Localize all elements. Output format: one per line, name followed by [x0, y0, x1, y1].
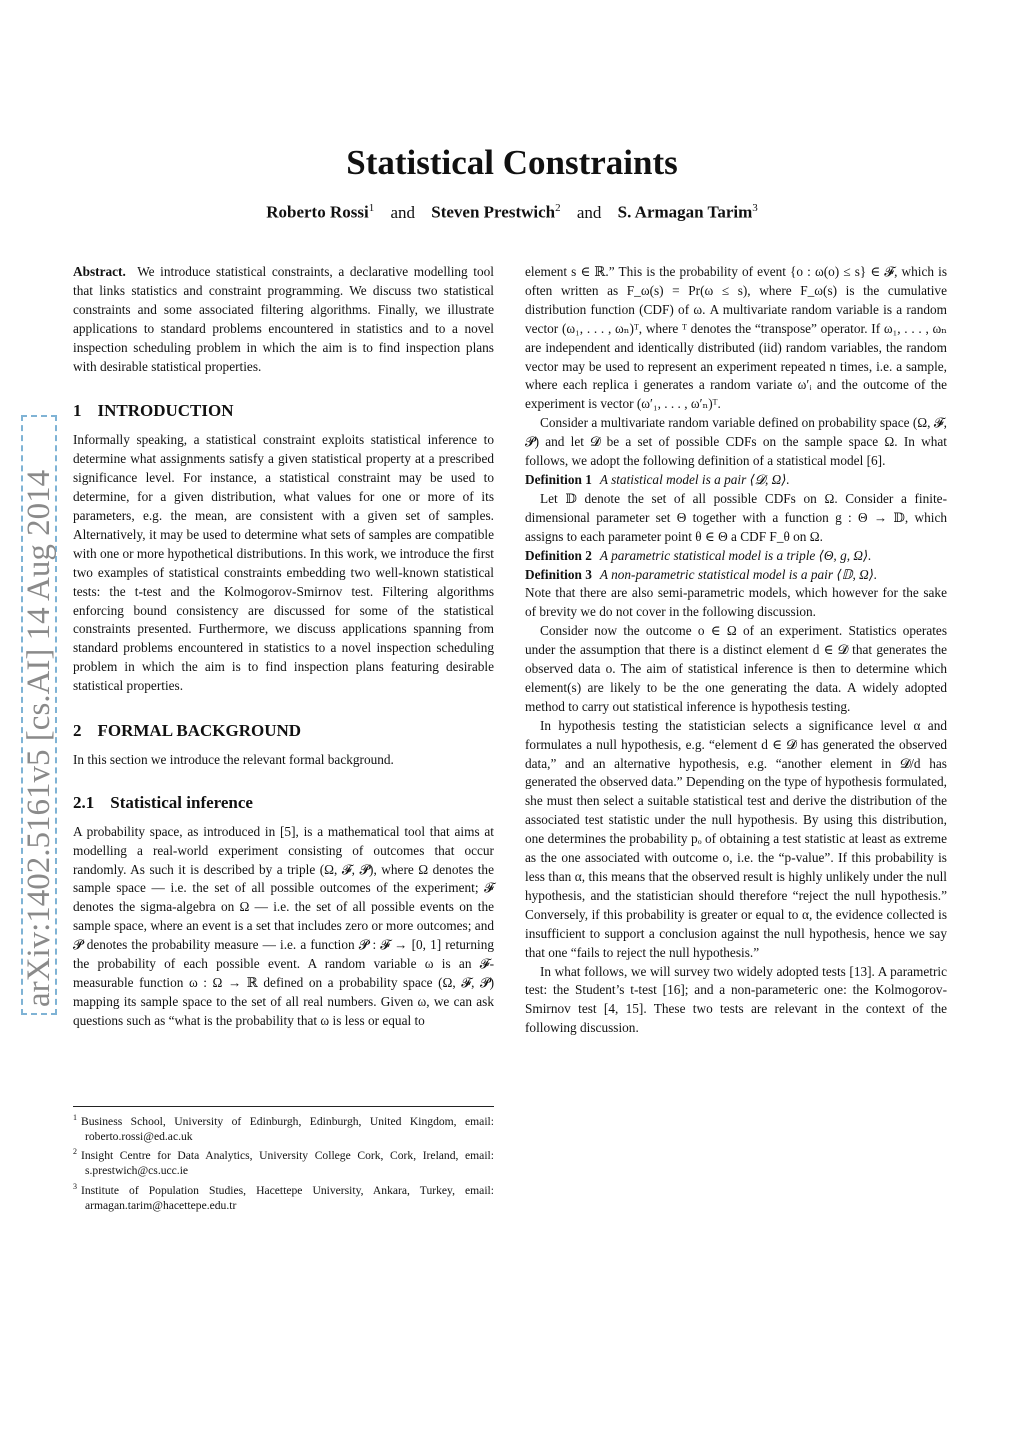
body-paragraph: In what follows, we will survey two widely adopted tests [13]. A parametric test: the Student’s t-test [16]; and a non-parameteric one: the Kolmogorov-Smirnov test [4, 15]. These two tests are relevant in the context of the following discussion.	[525, 963, 947, 1036]
definition-text: A parametric statistical model is a triple ⟨Θ, g, Ω⟩.	[599, 547, 872, 563]
definition-3	[525, 566, 947, 585]
section-title: FORMAL BACKGROUND	[97, 721, 302, 741]
definition-label: Definition 1	[525, 471, 592, 487]
introduction-paragraph: Informally speaking, a statistical constraint exploits statistical inference to determine what assignments satisfy a given statistical property at a prescribed significance level. For instance, a statistical constraint may be used to determine, for a given distribution, what values for one or more of its parameters, e.g. the mean, are consistent with a given set of samples. Alternatively, it may be used to determine what sets of samples are compatible with one or more hypothetical distributions. In this work, we introduce the first two examples of statistical constraints embedding two well-known statistical tests: the t-test and the Kolmogorov-Smirnov test. Filtering algorithms enforcing bound consistency are discussed for some of the statistical constraints presented. Furthermore, we discuss applications spanning from standard problems encountered in statistics to a novel inspection scheduling problem in which the aim is to find inspection plans featuring desirable statistical properties.	[73, 432, 494, 694]
footnotes	[73, 1106, 494, 1213]
definition-text: A non-parametric statistical model is a pair ⟨𝔻, Ω⟩.	[599, 566, 878, 582]
definition-2	[525, 547, 947, 566]
body-paragraph: Note that there are also semi-parametric models, which however for the sake of brevity we do not cover in the following discussion.	[525, 585, 947, 620]
footnote-text: Insight Centre for Data Analytics, University College Cork, Cork, Ireland, email: s.prestwich@cs.ucc.ie	[81, 1149, 494, 1178]
subsection-heading-statistical-inference	[73, 794, 494, 813]
author-separator: and	[390, 202, 415, 222]
subsection-title: Statistical inference	[110, 792, 253, 812]
footnote	[73, 1179, 494, 1213]
body-paragraph: Consider a multivariate random variable defined on probability space (Ω, 𝓕, 𝓟) and let 𝓓 be a set of possible CDFs on the sample space Ω. In what follows, we adopt the following definition of a statistical model [6].	[525, 415, 947, 469]
definition-1	[525, 471, 947, 490]
body-paragraph: Consider now the outcome o ∈ Ω of an experiment. Statistics operates under the assumption that there is a distinct element d ∈ 𝓓 that generates the observed data o. The aim of statistical inference is then to determine which element(s) are likely to be the one generating the data. A widely adopted method to carry out statistical inference is hypothesis testing.	[525, 623, 947, 714]
footnote-mark: 2	[73, 1147, 77, 1157]
definition-label: Definition 3	[525, 566, 592, 582]
section-heading-formal-background	[73, 722, 494, 741]
body-paragraph: element s ∈ ℝ.” This is the probability of event {o : ω(o) ≤ s} ∈ 𝓕, which is often written as F_ω(s) = Pr(ω ≤ s), where F_ω(s) is the cumulative distribution function (CDF) of ω. A multivariate random variable is a random vector (ω₁, . . . , ωₙ)ᵀ, where ᵀ denotes the “transpose” operator. If ω₁, . . . , ωₙ are independent and identically distributed (iid) random variables, the random vector may be used to represent an experiment repeated n times, i.e. a sample, where each replica i generates a random variate ω′ᵢ and the outcome of the experiment is vector (ω′₁, . . . , ω′ₙ)ᵀ.	[525, 264, 947, 412]
author-line	[0, 202, 1024, 223]
definition-label: Definition 2	[525, 547, 592, 563]
author-name: S. Armagan Tarim	[617, 202, 753, 222]
arxiv-watermark: arXiv:1402.5161v5 [cs.AI] 14 Aug 2014	[21, 415, 57, 1015]
right-column	[525, 263, 947, 1038]
author-affiliation-mark: 3	[752, 202, 758, 214]
author-name: Steven Prestwich	[431, 202, 556, 222]
footnote-mark: 3	[73, 1181, 77, 1191]
author-affiliation-mark: 1	[368, 202, 375, 214]
footnote	[73, 1110, 494, 1144]
section-number: 2	[73, 721, 82, 741]
statistical-inference-paragraph: A probability space, as introduced in [5], is a mathematical tool that aims at modelling a real-world experiment consisting of outcomes that occur randomly. As such it is described by a triple (Ω, 𝓕, 𝓟), where Ω denotes the sample space — i.e. the set of all possible outcomes of the experiment; 𝓕 denotes the sigma-algebra on Ω — i.e. the set of all possible events on the sample space, where an event is a set that includes zero or more outcomes; and 𝓟 denotes the probability measure — i.e. a function 𝓟 : 𝓕 → [0, 1] returning the probability of each possible event. A random variable ω is an 𝓕-measurable function ω : Ω → ℝ defined on a probability space (Ω, 𝓕, 𝓟) mapping its sample space to the set of all real numbers. Given ω, we can ask questions such as “what is the probability that ω is less or equal to	[73, 823, 494, 1028]
footnote-text: Business School, University of Edinburgh, Edinburgh, United Kingdom, email: roberto.rossi@ed.ac.uk	[81, 1114, 494, 1144]
author-name: Roberto Rossi	[266, 202, 369, 222]
footnote-text: Institute of Population Studies, Hacettepe University, Ankara, Turkey, email: armagan.tarim@hacettepe.edu.tr	[81, 1183, 494, 1212]
body-paragraph: In hypothesis testing the statistician selects a significance level α and formulates a null hypothesis, e.g. “element d ∈ 𝓓 has generated the observed data,” and an alternative hypothesis, e.g. “another element in 𝓓/d has generated the observed data.” Depending on the type of hypothesis formulated, she must then select a suitable statistical test and derive the distribution of the associated test statistic under the null hypothesis. By using this distribution, one determines the probability pₒ of obtaining a test statistic at least as extreme as the one associated with outcome o, i.e. the “p-value”. If this probability is less than α, this means that the observed result is highly unlikely under the null hypothesis, and the statistician should therefore “reject the null hypothesis.” Conversely, if this probability is greater or equal to α, the evidence collected is insufficient to support a conclusion against the null hypothesis, hence we say that one “fails to reject the null hypothesis.”	[525, 717, 947, 960]
abstract-label: Abstract.	[73, 264, 126, 279]
author-affiliation-mark: 2	[555, 202, 561, 214]
definition-text: A statistical model is a pair ⟨𝓓, Ω⟩.	[599, 471, 790, 487]
body-paragraph: Let 𝔻 denote the set of all possible CDFs on Ω. Consider a finite-dimensional parameter set Θ together with a function g : Θ → 𝔻, which assigns to each parameter point θ ∈ Θ a CDF F_θ on Ω.	[525, 490, 947, 544]
paper-title: Statistical Constraints	[346, 143, 678, 182]
footnote-mark: 1	[73, 1113, 77, 1122]
left-column	[73, 263, 494, 1031]
formal-background-paragraph: In this section we introduce the relevant formal background.	[73, 751, 394, 767]
author-separator: and	[576, 202, 602, 222]
section-heading-introduction	[73, 402, 494, 421]
section-title: INTRODUCTION	[97, 401, 234, 421]
abstract	[73, 263, 494, 376]
subsection-number: 2.1	[73, 792, 95, 812]
footnote	[73, 1144, 494, 1178]
section-number: 1	[73, 401, 82, 421]
abstract-text: We introduce statistical constraints, a declarative modelling tool that links statistics and constraint programming. We discuss two statistical constraints and some associated filtering algorithms. Finally, we illustrate applications to standard problems encountered in statistics and to a novel inspection scheduling problem in which the aim is to find inspection plans with desirable statistical properties.	[73, 264, 494, 374]
